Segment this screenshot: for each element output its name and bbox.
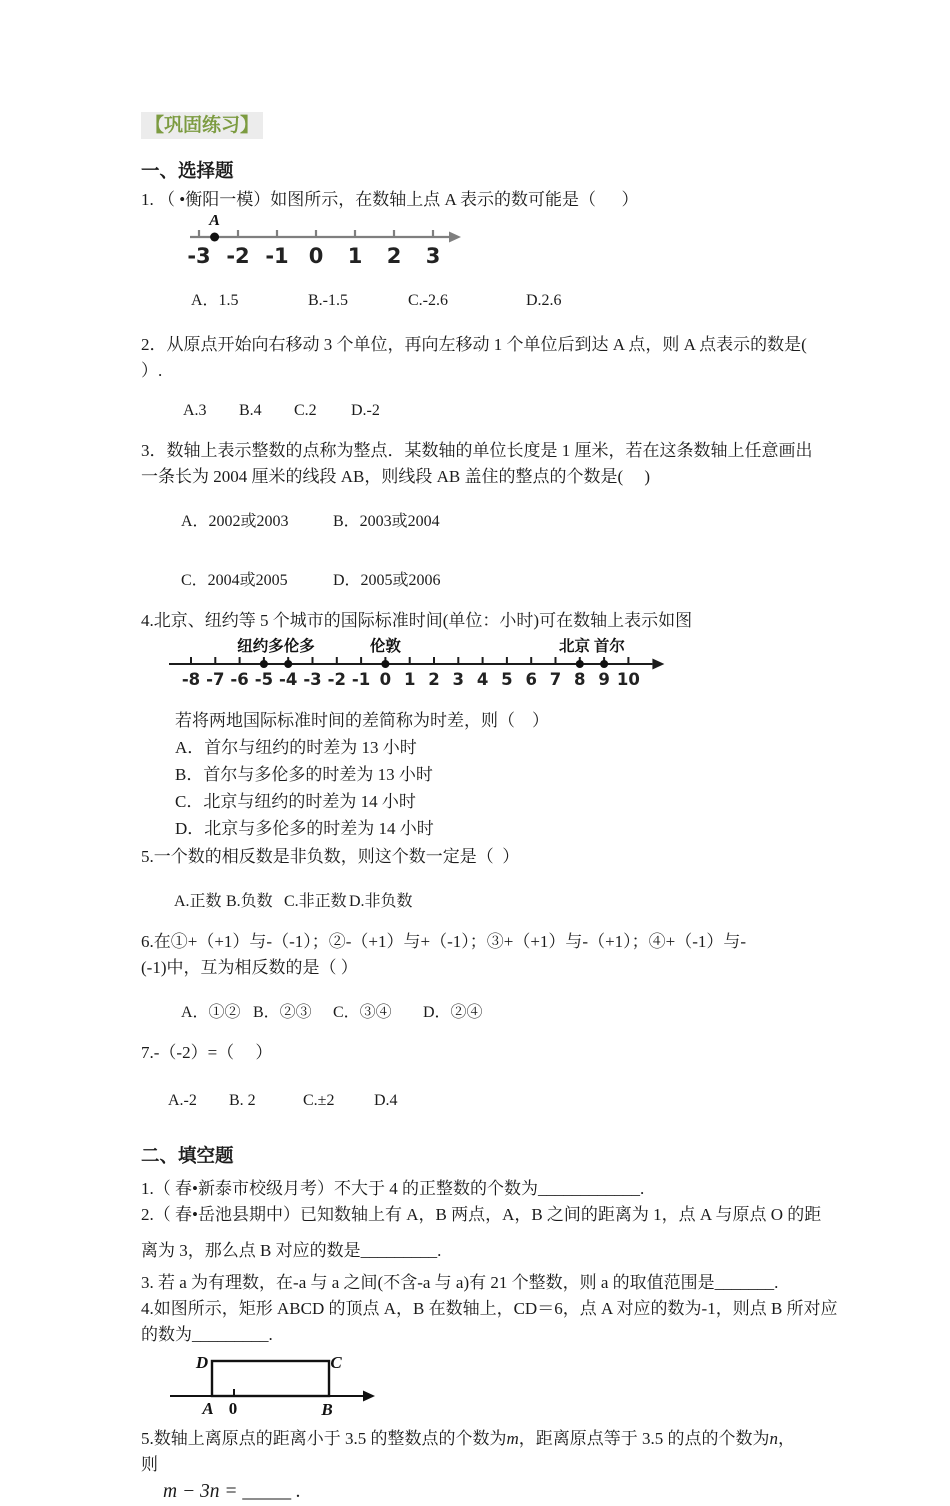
fill5-formula <box>141 1478 950 1506</box>
svg-text:C: C <box>330 1353 342 1372</box>
rectangle-on-number-line <box>168 1352 408 1420</box>
q1-option-d: D.2.6 <box>526 292 562 309</box>
q2-option-a: A.3 <box>183 402 207 419</box>
q6-options <box>141 981 950 1040</box>
number-line-2 <box>165 636 675 690</box>
q3-option-c: C．2004或2005 <box>181 572 288 589</box>
q2-options <box>141 384 950 438</box>
q1-option-a: A．1.5 <box>191 292 239 309</box>
svg-text:10: 10 <box>616 670 640 689</box>
q3-option-b: B．2003或2004 <box>333 513 440 530</box>
q7-option-a: A.-2 <box>168 1092 197 1109</box>
svg-text:0: 0 <box>379 670 392 689</box>
q7-option-d: D.4 <box>374 1092 398 1109</box>
svg-text:-8: -8 <box>181 670 201 689</box>
q3-text-line2: 一条长为 2004 厘米的线段 AB，则线段 AB 盖住的整点的个数是( ) <box>141 467 651 486</box>
svg-text:-6: -6 <box>230 670 249 689</box>
fill5-text-line2: 则 <box>141 1455 158 1474</box>
fill5-var-m: m <box>506 1429 519 1448</box>
number-line-1 <box>187 215 507 267</box>
q4-option-a: A．首尔与纽约的时差为 13 小时 <box>175 738 417 757</box>
fill4-text-line2: 的数为_________. <box>141 1325 273 1344</box>
q4-option-c: C．北京与纽约的时差为 14 小时 <box>175 792 416 811</box>
q5-options <box>141 870 950 929</box>
svg-text:3: 3 <box>425 244 441 267</box>
svg-text:7: 7 <box>549 670 562 689</box>
svg-text:A: A <box>209 215 220 229</box>
svg-text:1: 1 <box>403 670 416 689</box>
svg-text:5: 5 <box>501 670 513 689</box>
q5-option-b: B.负数 <box>226 893 273 910</box>
fill5-mid: ，距离原点等于 3.5 的点的个数为 <box>518 1429 770 1448</box>
q4-option-d: D．北京与多伦多的时差为 14 小时 <box>175 819 434 838</box>
q6-text-line1: 6.在①+（+1）与-（-1）；②-（+1）与+（-1）；③+（+1）与-（+1）；④+（-1）与- <box>141 932 747 951</box>
fill1-text: 1.（ 春•新泰市校级月考）不大于 4 的正整数的个数为____________. <box>141 1179 645 1198</box>
svg-text:-2: -2 <box>226 244 250 267</box>
q2-option-c: C.2 <box>294 402 317 419</box>
svg-text:北京 首尔: 北京 首尔 <box>559 638 625 655</box>
fill-section-heading: 二、填空题 <box>141 1147 234 1167</box>
svg-text:-3: -3 <box>303 670 322 689</box>
q1-option-b: B.-1.5 <box>308 292 348 309</box>
q4-option-b: B．首尔与多伦多的时差为 13 小时 <box>175 765 433 784</box>
svg-text:6: 6 <box>525 670 537 689</box>
q5-text: 5.一个数的相反数是非负数，则这个数一定是（ ） <box>141 847 520 866</box>
q3-options-row2 <box>141 549 950 608</box>
q7-options <box>141 1074 950 1128</box>
q2-option-b: B.4 <box>239 402 262 419</box>
choice-section-heading: 一、选择题 <box>141 162 234 182</box>
q7-option-c: C.±2 <box>303 1092 335 1109</box>
svg-text:2: 2 <box>428 670 440 689</box>
q1-text: 1. （ •衡阳一模）如图所示，在数轴上点 A 表示的数可能是（ ） <box>141 190 639 209</box>
svg-text:1: 1 <box>347 244 363 267</box>
q2-option-d: D.-2 <box>351 402 380 419</box>
fill5-var-n: n <box>769 1429 779 1448</box>
fill4-text-line1: 4.如图所示，矩形 ABCD 的顶点 A，B 在数轴上，CD＝6，点 A 对应的数为-1，则点 B 所对应 <box>141 1299 838 1318</box>
svg-text:-5: -5 <box>254 670 274 689</box>
fill5-pre: 5.数轴上离原点的距离小于 3.5 的整数点的个数为 <box>141 1429 507 1448</box>
svg-text:9: 9 <box>598 670 610 689</box>
q1-option-c: C.-2.6 <box>408 292 448 309</box>
formula-equals-blank: = _____ . <box>219 1481 301 1502</box>
svg-text:-7: -7 <box>206 670 225 689</box>
fill5-text-line1 <box>141 1426 950 1452</box>
fill2-text-line1: 2.（ 春•岳池县期中）已知数轴上有 A，B 两点，A，B 之间的距离为 1，点 A 与原点 O 的距 <box>141 1205 822 1224</box>
svg-text:0: 0 <box>228 1399 238 1418</box>
svg-text:4: 4 <box>476 670 489 689</box>
formula-var-n: n <box>209 1481 220 1502</box>
q4-text: 4.北京、纽约等 5 个城市的国际标准时间(单位：小时)可在数轴上表示如图 <box>141 611 693 630</box>
q5-option-a: A.正数 <box>174 893 222 910</box>
svg-text:8: 8 <box>574 670 586 689</box>
fill4-rectangle-figure <box>168 1352 950 1420</box>
fill2-text-line2: 离为 3，那么点 B 对应的数是_________. <box>141 1241 442 1260</box>
q6-option-d: D．②④ <box>423 1004 483 1021</box>
svg-text:-2: -2 <box>327 670 346 689</box>
q7-text: 7.-（-2）=（ ） <box>141 1043 273 1062</box>
svg-text:-3: -3 <box>187 244 211 267</box>
section-badge: 【巩固练习】 <box>141 112 263 139</box>
svg-text:3: 3 <box>452 670 465 689</box>
q6-option-b: B．②③ <box>253 1004 312 1021</box>
svg-text:D: D <box>195 1353 209 1372</box>
q6-option-c: C．③④ <box>333 1004 392 1021</box>
q1-options <box>141 269 950 328</box>
formula-operator: − 3 <box>177 1481 210 1502</box>
svg-text:伦敦: 伦敦 <box>369 638 401 655</box>
q3-options-row1 <box>141 490 950 549</box>
q3-option-a: A．2002或2003 <box>181 513 289 530</box>
q4-stem: 若将两地国际标准时间的差简称为时差，则（ ） <box>175 711 549 730</box>
fill5-post: ， <box>778 1429 796 1448</box>
q2-text-line1: 2．从原点开始向右移动 3 个单位，再向左移动 1 个单位后到达 A 点，则 A 点表示的数是( <box>141 335 807 354</box>
q3-text-line1: 3．数轴上表示整数的点称为整点．某数轴的单位长度是 1 厘米，若在这条数轴上任意画出 <box>141 441 813 460</box>
svg-text:纽约多伦多: 纽约多伦多 <box>237 638 315 655</box>
svg-text:-4: -4 <box>279 670 298 689</box>
svg-text:-1: -1 <box>351 670 371 689</box>
q5-option-d: D.非负数 <box>349 893 413 910</box>
q6-option-a: A．①② <box>181 1004 241 1021</box>
fill3-text: 3. 若 a 为有理数，在-a 与 a 之间(不含-a 与 a)有 21 个整数，则 a 的取值范围是_______. <box>141 1273 779 1292</box>
q4-number-line-figure <box>165 636 950 690</box>
formula-var-m: m <box>163 1481 178 1502</box>
q1-number-line-figure <box>187 215 950 267</box>
svg-text:-1: -1 <box>265 244 289 267</box>
q7-option-b: B. 2 <box>229 1092 256 1109</box>
q2-text-line2: ）. <box>141 361 163 380</box>
svg-text:0: 0 <box>308 244 324 267</box>
svg-text:B: B <box>321 1400 333 1419</box>
q3-option-d: D．2005或2006 <box>333 572 441 589</box>
q6-text-line2: (-1)中，互为相反数的是（ ） <box>141 958 358 977</box>
svg-text:2: 2 <box>386 244 402 267</box>
q5-option-c: C.非正数 <box>284 893 347 910</box>
svg-text:A: A <box>202 1399 214 1418</box>
